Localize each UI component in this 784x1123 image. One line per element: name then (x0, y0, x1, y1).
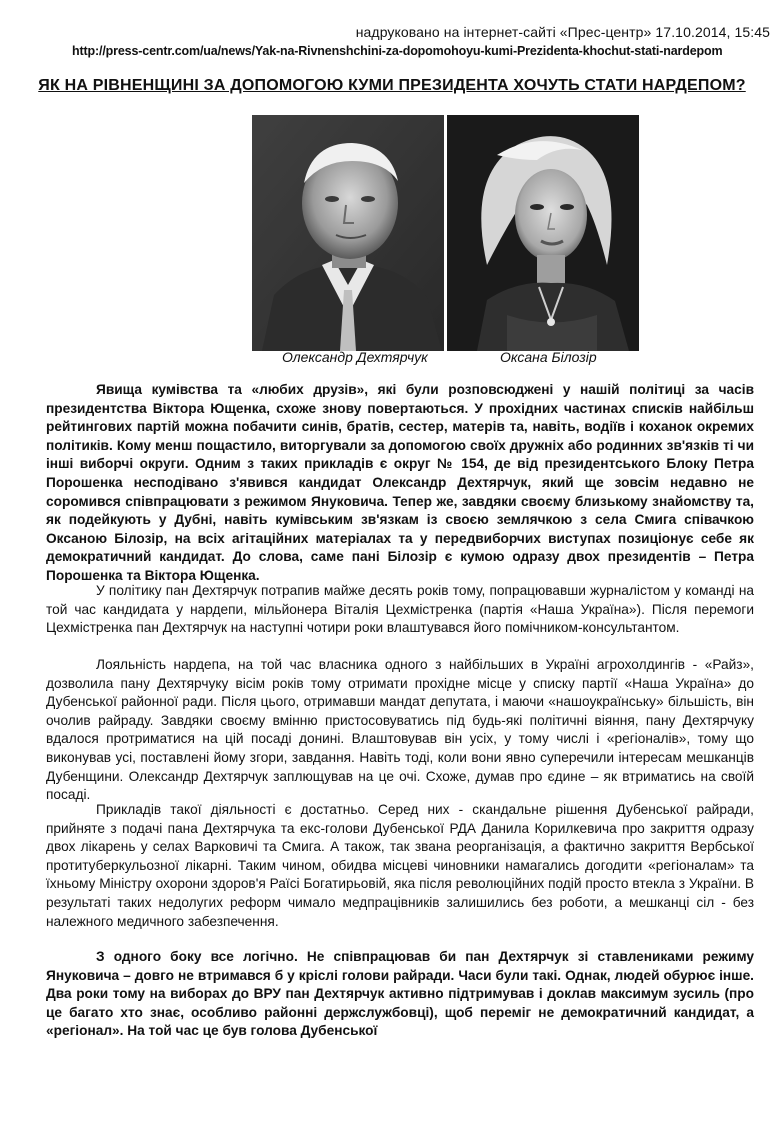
paragraph-career (46, 582, 754, 638)
source-url: http://press-centr.com/ua/news/Yak-na-Rivnenshchini-za-dopomohoyu-kumi-Prezidenta-khochut-stati-nardepom (72, 44, 723, 58)
photo-caption-right: Оксана Білозір (500, 349, 597, 365)
paragraph-examples (46, 801, 754, 931)
portrait-photo-left (252, 115, 444, 351)
portrait-photo-right (447, 115, 639, 351)
paragraph-logic (46, 948, 754, 1041)
paragraph-loyalty (46, 656, 754, 805)
photo-caption-left: Олександр Дехтярчук (282, 349, 428, 365)
paragraph-text: У політику пан Дехтярчук потрапив майже десять років тому, попрацювавши журналістом у команді на той час кандидата у нардепи, мільйонера Віталія Цехмістренка (партія «Наша Україна»). Після перемоги Цехмістренка пан Дехтярчук на наступні чотири роки влаштувався його помічником-консультантом. (46, 583, 754, 636)
article-title: ЯК НА РІВНЕНЩИНІ ЗА ДОПОМОГОЮ КУМИ ПРЕЗИДЕНТА ХОЧУТЬ СТАТИ НАРДЕПОМ? (38, 77, 746, 94)
paragraph-text: З одного боку все логічно. Не співпрацював би пан Дехтярчук зі ставлениками режиму Януковича – довго не втримався б у кріслі голови райради. Часи були такі. Однак, людей обурює інше. Два роки тому на виборах до ВРУ пан Дехтярчук активно підтримував і доклав максимум зусиль (про це багато хто знає, особливо районні держслужбовці), щоб переміг не демократичний кандидат, а «регіонал». На той час це був голова Дубенської (46, 949, 754, 1039)
paragraph-text: Явища кумівства та «любих друзів», які були розповсюджені у нашій політиці за часів президентства Віктора Ющенка, схоже знову повертаються. У прохідних частинах списків найбільш рейтингових партій можна побачити синів, братів, сестер, матерів та, навіть, водіїв і коханок окремих політиків. Кому менш пощастило, виторгували за допомогою своїх дружніх або родинних зв'язків ті чи інші виборчі округи. Одним з таких прикладів є округ № 154, де від президентського Блоку Петра Порошенка несподівано з'явився кандидат Олександр Дехтярчук, який ще зовсім недавно не соромився співпрацювати з режимом Януковича. Тепер же, завдяки своєму близькому знайомству та, як подейкують у Дубні, навіть кумівським зв'язкам із своєю землячкою з села Смига співачкою Оксаною Білозір, на всіх агітаційних матеріалах та у передвиборчих виступах позиціонує себе як демократичний кандидат. До слова, саме пані Білозір є кумою одразу двох президентів – Петра Порошенка та Віктора Ющенка. (46, 382, 754, 583)
paragraph-text: Прикладів такої діяльності є достатньо. Серед них - скандальне рішення Дубенської райради, прийняте з подачі пана Дехтярчука та екс-голови Дубенської РДА Данила Корилкевича про закриття одразу двох лікарень у селах Варковичі та Смига. А також, так звана реорганізація, а фактично закриття Вербської протитуберкульозної лікарні. Таким чином, обидва місцеві чиновники намагались догодити «регіоналам» та їхньому Міністру охорони здоров'я Раїсі Богатирьовій, яка після революційних подій просто втекла з України. В результаті таких недолугих реформ чимало медпрацівників залишились без роботи, а мешканці сіл - без належного медичного забезпечення. (46, 802, 754, 929)
paragraph-text: Лояльність нардепа, на той час власника одного з найбільших в Україні агрохолдингів - «Райз», дозволила пану Дехтярчуку вісім років тому отримати прохідне місце у списку партії «Наша Україна» до Дубенської районної ради. Після цього, отримавши мандат депутата, і маючи «нашоукраїнську» більшість, він очолив райраду. Завдяки своєму вмінню пристосовуватись під будь-які політичні віяння, пану Дехтярчуку вдалося протриматися на цій посаді донині. Влаштовував він усіх, у тому числі і «регіоналів», тому що виконував усі, поставлені йому згори, завдання. Навіть тоді, коли вони явно суперечили інтересам мешканців Дубенщини. Олександр Дехтярчук заплющував на це очі. Схоже, думав про єдине – як втриматись на своїй посаді. (46, 657, 754, 803)
publication-source: надруковано на інтернет-сайті «Прес-центр» 17.10.2014, 15:45 (355, 24, 770, 40)
paragraph-intro (46, 381, 754, 586)
